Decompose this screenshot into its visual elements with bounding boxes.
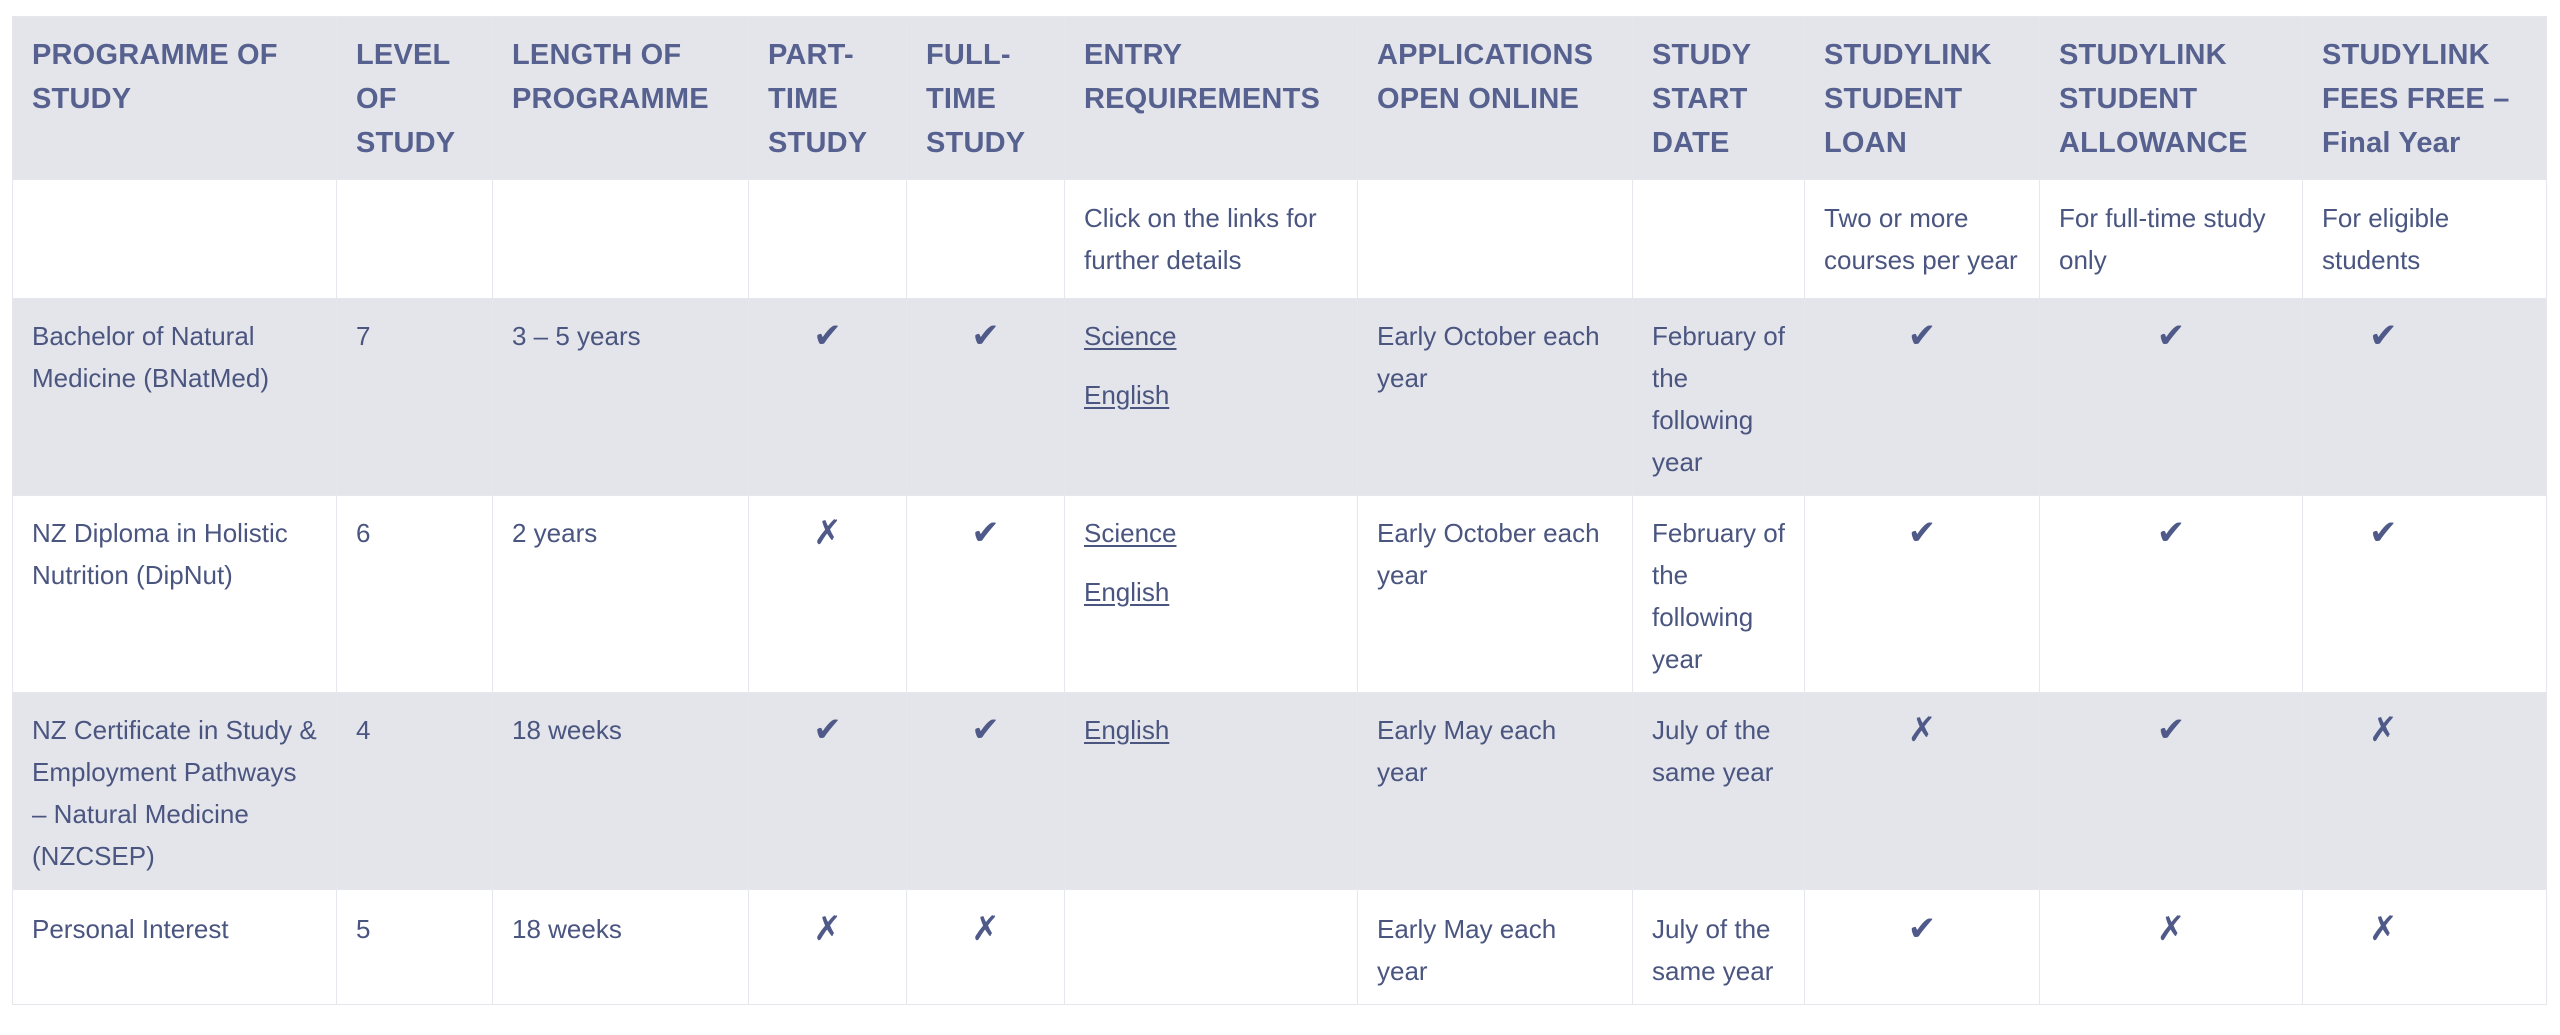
entry-link-science[interactable]: Science [1084, 518, 1177, 548]
applications-cell: Early May each year [1358, 890, 1633, 1005]
loan-check-icon: ✔ [1805, 890, 2040, 1005]
level-cell: 4 [337, 693, 493, 890]
full-time-check-icon: ✔ [907, 299, 1065, 496]
full-time-check-icon: ✔ [907, 496, 1065, 693]
start-date-cell: July of the same year [1633, 890, 1805, 1005]
loan-cross-icon: ✗ [1805, 693, 2040, 890]
allowance-cross-icon: ✗ [2040, 890, 2303, 1005]
loan-check-icon: ✔ [1805, 299, 2040, 496]
fees-check-icon: ✔ [2303, 299, 2547, 496]
level-cell: 7 [337, 299, 493, 496]
entry-link-english[interactable]: English [1084, 380, 1170, 410]
allowance-check-icon: ✔ [2040, 496, 2303, 693]
full-time-cross-icon: ✗ [907, 890, 1065, 1005]
header-fees-free: STUDYLINK FEES FREE – Final Year [2303, 17, 2547, 180]
table-row [13, 693, 2547, 890]
part-time-cross-icon: ✗ [749, 496, 907, 693]
header-level: LEVEL OF STUDY [337, 17, 493, 180]
length-cell: 2 years [493, 496, 749, 693]
note-loan: Two or more courses per year [1805, 180, 2040, 299]
applications-cell: Early October each year [1358, 299, 1633, 496]
entry-link-science[interactable]: Science [1084, 321, 1177, 351]
entry-cell [1065, 299, 1358, 496]
programme-name: NZ Certificate in Study & Employment Pathways – Natural Medicine (NZCSEP) [13, 693, 337, 890]
fees-check-icon: ✔ [2303, 496, 2547, 693]
header-part-time: PART-TIME STUDY [749, 17, 907, 180]
header-student-loan: STUDYLINK STUDENT LOAN [1805, 17, 2040, 180]
note-allowance: For full-time study only [2040, 180, 2303, 299]
programme-table [12, 16, 2547, 1005]
note-empty [907, 180, 1065, 299]
note-empty [13, 180, 337, 299]
note-entry: Click on the links for further details [1065, 180, 1358, 299]
notes-row [13, 180, 2547, 299]
part-time-check-icon: ✔ [749, 693, 907, 890]
note-empty [1358, 180, 1633, 299]
start-date-cell: July of the same year [1633, 693, 1805, 890]
header-programme: PROGRAMME OF STUDY [13, 17, 337, 180]
header-row [13, 17, 2547, 180]
length-cell: 3 – 5 years [493, 299, 749, 496]
start-date-cell: February of the following year [1633, 299, 1805, 496]
loan-check-icon: ✔ [1805, 496, 2040, 693]
allowance-check-icon: ✔ [2040, 299, 2303, 496]
table-row [13, 496, 2547, 693]
entry-link-english[interactable]: English [1084, 715, 1170, 745]
part-time-cross-icon: ✗ [749, 890, 907, 1005]
part-time-check-icon: ✔ [749, 299, 907, 496]
table-row [13, 299, 2547, 496]
entry-link-english[interactable]: English [1084, 577, 1170, 607]
header-applications: APPLICATIONS OPEN ONLINE [1358, 17, 1633, 180]
header-start-date: STUDY START DATE [1633, 17, 1805, 180]
note-empty [493, 180, 749, 299]
level-cell: 6 [337, 496, 493, 693]
header-student-allowance: STUDYLINK STUDENT ALLOWANCE [2040, 17, 2303, 180]
header-entry-requirements: ENTRY REQUIREMENTS [1065, 17, 1358, 180]
header-length: LENGTH OF PROGRAMME [493, 17, 749, 180]
level-cell: 5 [337, 890, 493, 1005]
fees-cross-icon: ✗ [2303, 693, 2547, 890]
start-date-cell: February of the following year [1633, 496, 1805, 693]
length-cell: 18 weeks [493, 890, 749, 1005]
entry-cell [1065, 496, 1358, 693]
note-empty [749, 180, 907, 299]
note-fees: For eligible students [2303, 180, 2547, 299]
fees-cross-icon: ✗ [2303, 890, 2547, 1005]
table-row [13, 890, 2547, 1005]
applications-cell: Early October each year [1358, 496, 1633, 693]
header-full-time: FULL-TIME STUDY [907, 17, 1065, 180]
allowance-check-icon: ✔ [2040, 693, 2303, 890]
entry-cell [1065, 693, 1358, 890]
programme-name: Personal Interest [13, 890, 337, 1005]
programme-table-container [12, 16, 2546, 1005]
full-time-check-icon: ✔ [907, 693, 1065, 890]
applications-cell: Early May each year [1358, 693, 1633, 890]
programme-name: Bachelor of Natural Medicine (BNatMed) [13, 299, 337, 496]
note-empty [1633, 180, 1805, 299]
entry-cell [1065, 890, 1358, 1005]
note-empty [337, 180, 493, 299]
length-cell: 18 weeks [493, 693, 749, 890]
programme-name: NZ Diploma in Holistic Nutrition (DipNut) [13, 496, 337, 693]
